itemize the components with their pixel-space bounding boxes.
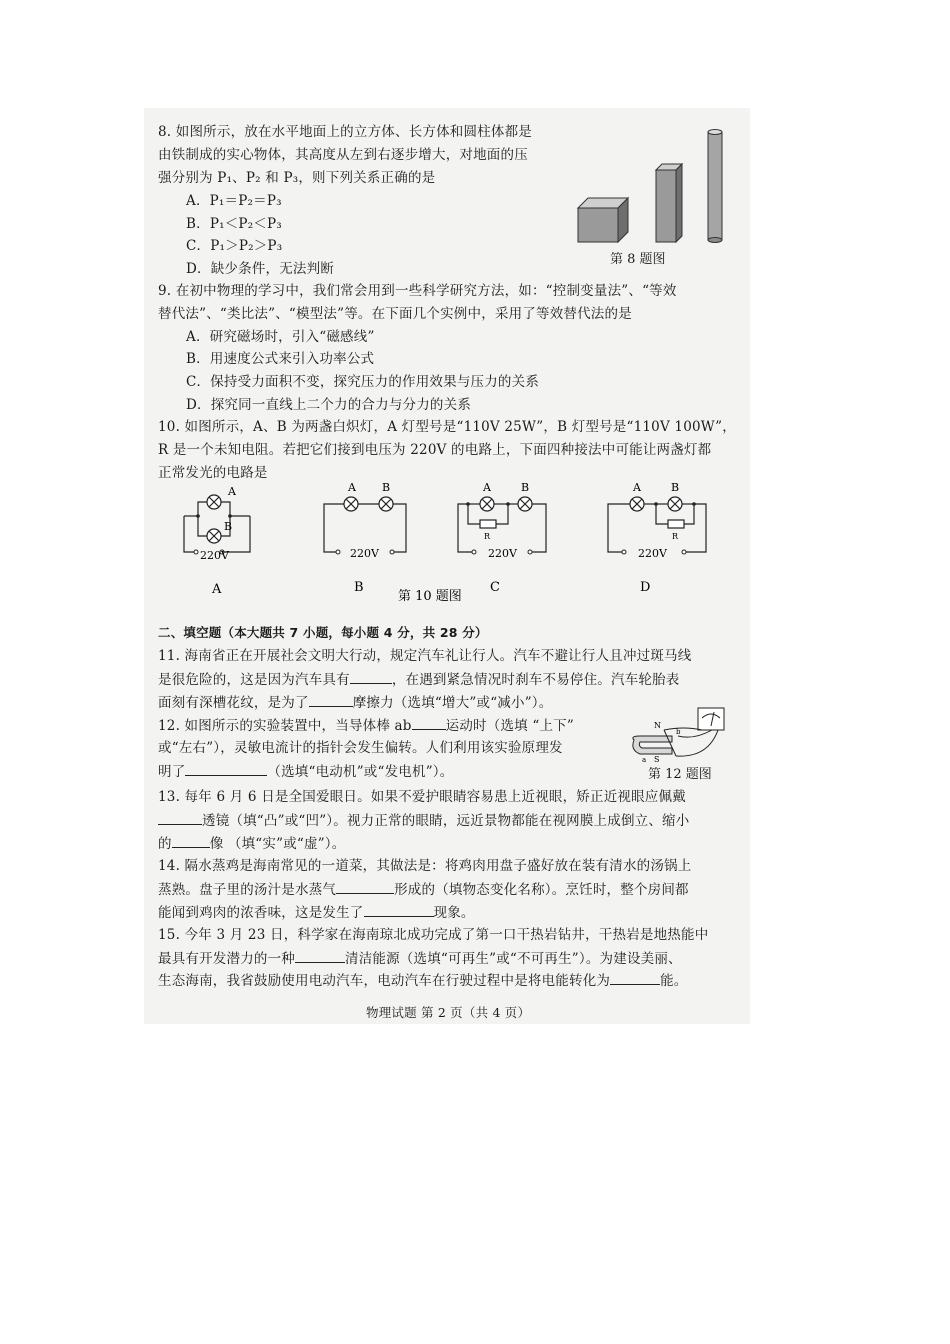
q10-caption: 第 10 题图 bbox=[398, 589, 462, 604]
circuit-d-label-lamp-a: A bbox=[633, 481, 641, 494]
circuit-option-a: A bbox=[212, 582, 222, 597]
q10-stem-line3: 正常发光的电路是 bbox=[158, 465, 268, 481]
q10-circuits-figure bbox=[150, 480, 740, 605]
circuit-b-lamp-b bbox=[379, 497, 393, 511]
q14-line2: 蒸熟。盘子里的汤汁是水蒸气 形成的（填物态变化名称）。烹饪时，整个房间都 bbox=[158, 879, 689, 900]
circuit-d-label-lamp-b: B bbox=[671, 481, 680, 494]
page-footer: 物理试题 第 2 页（共 4 页） bbox=[366, 1005, 531, 1020]
q11-line1: 11. 海南省正在开展社会文明大行动，规定汽车礼让行人。汽车不避让行人且冲过斑马线 bbox=[158, 648, 692, 664]
circuit-d-resistor bbox=[668, 520, 684, 528]
circuit-a-lamp-a bbox=[207, 495, 221, 509]
circuit-a-voltage: 220V bbox=[200, 549, 229, 562]
circuit-c bbox=[458, 504, 546, 552]
q8-option-b: B．P₁＜P₂＜P₃ bbox=[186, 216, 282, 232]
q12-label-s: S bbox=[654, 755, 660, 764]
circuit-d-voltage: 220V bbox=[638, 547, 667, 560]
q10-stem-line2: R 是一个未知电阻。若把它们接到电压为 220V 的电路上，下面四种接法中可能让两盏灯都 bbox=[158, 442, 712, 458]
circuit-c-lamp-a bbox=[480, 497, 494, 511]
q8-option-d: D．缺少条件，无法判断 bbox=[186, 261, 335, 277]
q14-blank-1[interactable] bbox=[336, 879, 394, 894]
q15-blank-1[interactable] bbox=[295, 948, 345, 963]
q12-blank-2[interactable] bbox=[185, 761, 267, 776]
q12-line3: 明了 （选填“电动机”或“发电机”）。 bbox=[158, 761, 453, 782]
q8-stem-line3: 强分别为 P₁、P₂ 和 P₃，则下列关系正确的是 bbox=[158, 170, 436, 186]
circuit-c-label-lamp-a: A bbox=[483, 481, 491, 494]
q12-line2: 或“左右”），灵敏电流计的指针会发生偏转。人们利用该实验原理发 bbox=[158, 740, 563, 756]
q9-option-a: A．研究磁场时，引入“磁感线” bbox=[186, 329, 375, 345]
cylinder-shape bbox=[708, 130, 722, 243]
circuit-a bbox=[184, 502, 250, 552]
q8-caption: 第 8 题图 bbox=[610, 252, 666, 267]
q8-option-c: C．P₁＞P₂＞P₃ bbox=[186, 238, 283, 254]
q12-label-b: b bbox=[676, 728, 681, 736]
circuit-d bbox=[608, 504, 706, 552]
q9-stem-line2: 替代法”、“类比法”、“模型法”等。在下面几个实例中，采用了等效替代法的是 bbox=[158, 306, 632, 322]
q13-line1: 13. 每年 6 月 6 日是全国爱眼日。如果不爱护眼睛容易患上近视眼，矫正近视眼应佩戴 bbox=[158, 789, 686, 805]
circuit-d-label-r: R bbox=[672, 532, 679, 541]
q9-option-b: B．用速度公式来引入功率公式 bbox=[186, 351, 375, 367]
circuit-a-label-lamp-a: A bbox=[228, 485, 236, 498]
circuit-option-c: C bbox=[490, 580, 500, 595]
q10-stem-line1: 10. 如图所示，A、B 为两盏白炽灯，A 灯型号是“110V 25W”，B 灯型号是“110V 100W”， bbox=[158, 419, 736, 435]
q8-stem-line2: 由铁制成的实心物体，其高度从左到右逐步增大，对地面的压 bbox=[158, 147, 528, 163]
q11-blank-2[interactable] bbox=[309, 692, 353, 707]
q13-line2: 透镜（填“凸”或“凹”）。视力正常的眼睛，远近景物都能在视网膜上成倒立、缩小 bbox=[158, 810, 689, 831]
q14-blank-2[interactable] bbox=[364, 902, 434, 917]
cube-shape bbox=[578, 198, 628, 242]
q8-figure bbox=[570, 124, 730, 246]
q8-stem-line1: 8. 如图所示，放在水平地面上的立方体、长方体和圆柱体都是 bbox=[158, 124, 532, 140]
circuit-d-lamp-a bbox=[630, 497, 644, 511]
section2-heading: 二、填空题（本大题共 7 小题，每小题 4 分，共 28 分） bbox=[158, 625, 488, 640]
q11-line2: 是很危险的，这是因为汽车具有 ，在遇到紧急情况时刹车不易停住。汽车轮胎表 bbox=[158, 669, 680, 690]
circuit-option-d: D bbox=[640, 580, 651, 595]
q12-caption: 第 12 题图 bbox=[648, 767, 712, 782]
circuit-b-label-lamp-b: B bbox=[382, 481, 391, 494]
q9-option-d: D．探究同一直线上二个力的合力与分力的关系 bbox=[186, 397, 472, 413]
q12-line1: 12. 如图所示的实验装置中，当导体棒 ab 运动时（选填 “上下” bbox=[158, 715, 574, 736]
q12-blank-1[interactable] bbox=[412, 715, 446, 730]
circuit-a-label-lamp-b: B bbox=[224, 520, 233, 533]
circuit-b-label-lamp-a: A bbox=[348, 481, 356, 494]
q9-stem-line1: 9. 在初中物理的学习中，我们常会用到一些科学研究方法，如：“控制变量法”、“等效 bbox=[158, 283, 677, 299]
circuit-c-label-lamp-b: B bbox=[521, 481, 530, 494]
q15-line3: 生态海南，我省鼓励使用电动汽车，电动汽车在行驶过程中是将电能转化为 能。 bbox=[158, 970, 688, 991]
q13-line3: 的 像 （填“实”或“虚”）。 bbox=[158, 833, 345, 854]
q15-blank-2[interactable] bbox=[610, 970, 660, 985]
q13-blank-1[interactable] bbox=[158, 810, 202, 825]
circuit-c-label-r: R bbox=[484, 532, 491, 541]
circuit-b bbox=[324, 504, 406, 552]
circuit-option-b: B bbox=[354, 580, 364, 595]
q9-option-c: C．保持受力面积不变，探究压力的作用效果与压力的关系 bbox=[186, 374, 540, 390]
q8-option-a: A．P₁＝P₂＝P₃ bbox=[186, 193, 282, 209]
circuit-a-lamp-b bbox=[207, 529, 221, 543]
q12-label-n: N bbox=[654, 721, 661, 730]
circuit-d-lamp-b bbox=[668, 497, 682, 511]
circuit-c-resistor bbox=[480, 520, 496, 528]
q14-line1: 14. 隔水蒸鸡是海南常见的一道菜，其做法是：将鸡肉用盘子盛好放在装有清水的汤锅上 bbox=[158, 858, 692, 874]
circuit-c-lamp-b bbox=[518, 497, 532, 511]
q14-line3: 能闻到鸡肉的浓香味，这是发生了 现象。 bbox=[158, 902, 475, 923]
circuit-c-voltage: 220V bbox=[488, 547, 517, 560]
cuboid-shape bbox=[656, 164, 682, 242]
q15-line1: 15. 今年 3 月 23 日，科学家在海南琼北成功完成了第一口干热岩钻井，干热岩是地热能中 bbox=[158, 927, 709, 943]
circuit-b-voltage: 220V bbox=[350, 547, 379, 560]
q12-label-a: a bbox=[642, 756, 647, 764]
q11-line3: 面刻有深槽花纹，是为了 摩擦力（选填“增大”或“减小”）。 bbox=[158, 692, 552, 713]
q12-figure bbox=[628, 706, 738, 766]
q11-blank-1[interactable] bbox=[350, 669, 392, 684]
q15-line2: 最具有开发潜力的一种 清洁能源（选填“可再生”或“不可再生”）。为建设美丽、 bbox=[158, 948, 682, 969]
q13-blank-2[interactable] bbox=[172, 833, 210, 848]
circuit-b-lamp-a bbox=[344, 497, 358, 511]
